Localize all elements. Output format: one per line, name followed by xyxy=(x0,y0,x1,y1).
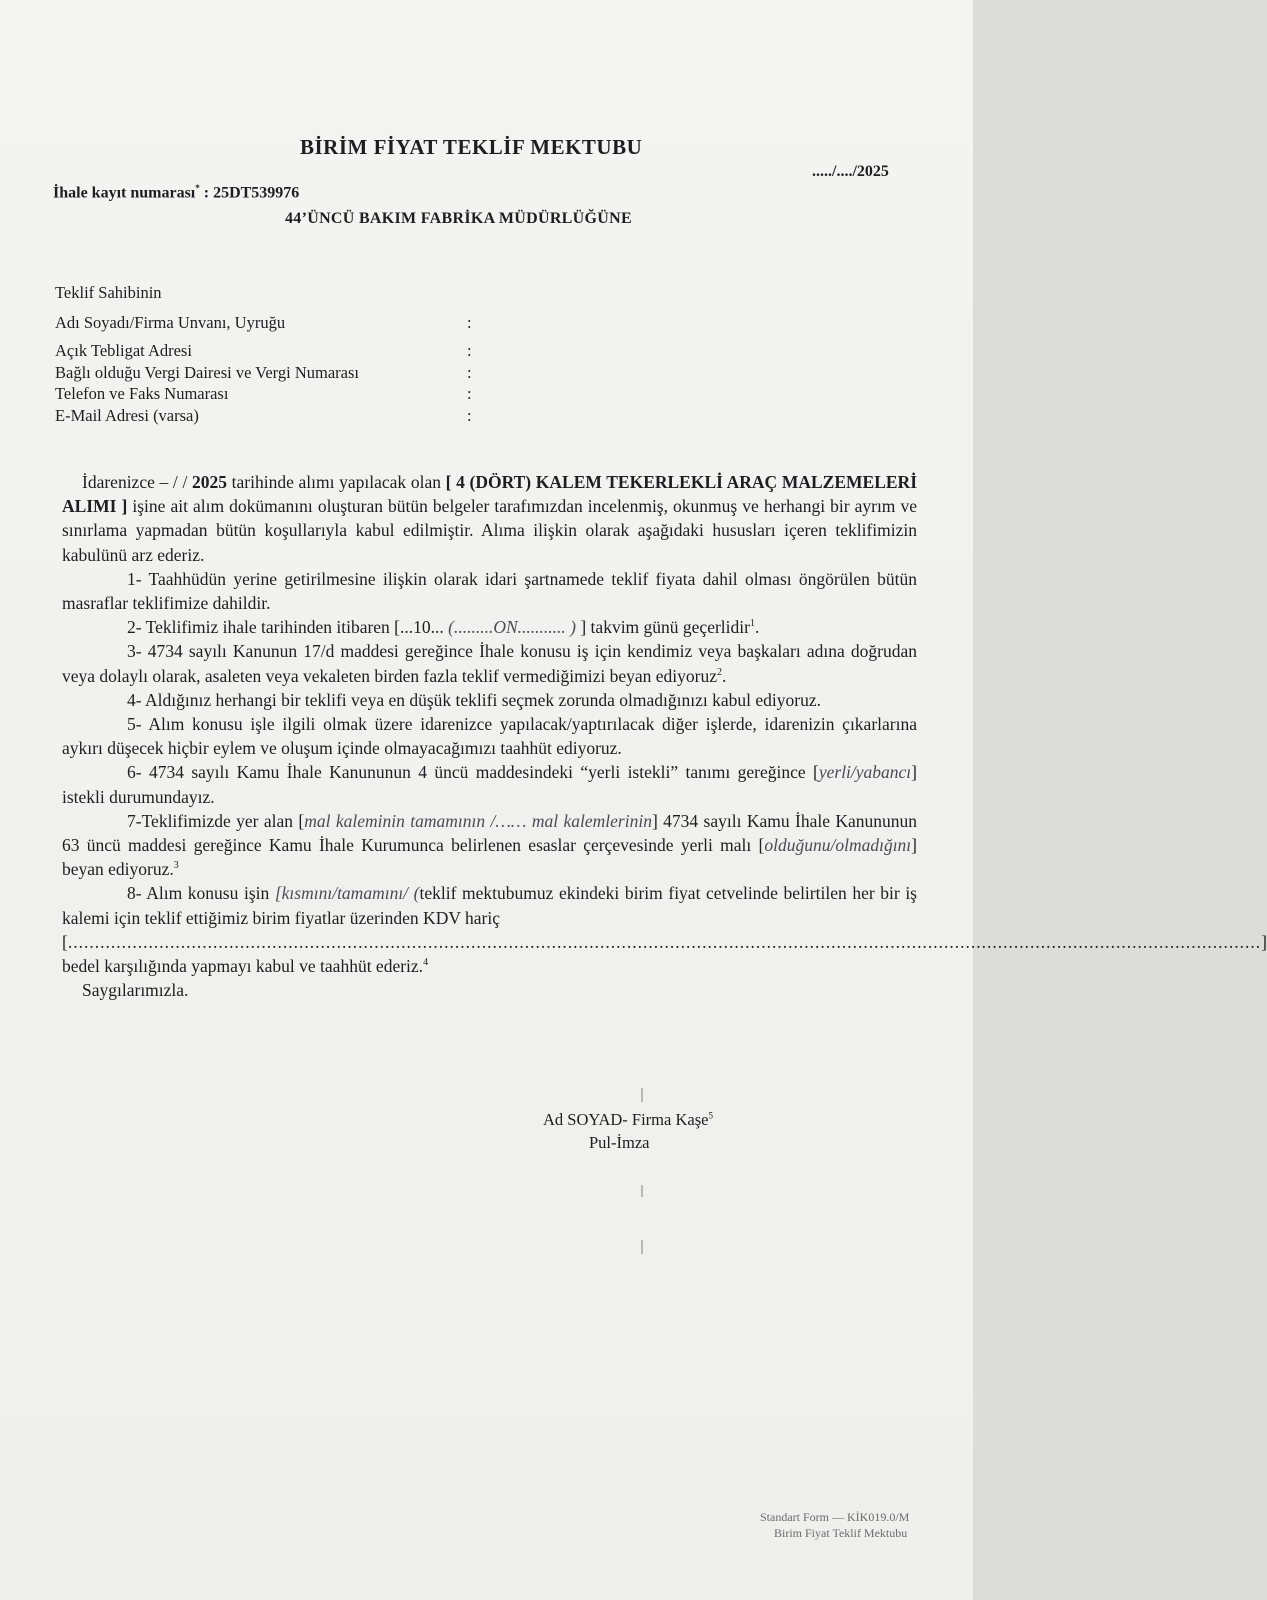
letter-body xyxy=(62,470,1267,1002)
bidder-field-name: Adı Soyadı/Firma Unvanı, Uyruğu xyxy=(55,313,286,332)
bracket-open: [ xyxy=(62,931,68,952)
tender-registration-label: İhale kayıt numarası xyxy=(53,184,196,202)
form-code: Standart Form — KİK019.0/M xyxy=(760,1510,910,1524)
bidder-field-colon: : xyxy=(467,313,472,332)
tender-subject: [ 4 (DÖRT) KALEM TEKERLEKLİ ARAÇ MALZEMELERİ ALIMI ] xyxy=(62,472,918,517)
item-6-text: 6- 4734 sayılı Kamu İhale Kanununun 4 üncü maddesindeki “yerli istekli” tanımı gereğince [ xyxy=(127,762,819,783)
signature-name-text: Ad SOYAD- Firma Kaşe xyxy=(543,1110,709,1129)
validity-days-fill: (.........ON........... ) xyxy=(448,617,576,638)
domestic-fill: olduğunu/olmadığını xyxy=(764,835,912,856)
item-1: 1- Taahhüdün yerine getirilmesine ilişkin olarak idari şartnamede teklif fiyata dahil olması öngörülen bütün masraflar teklifimize dahildir. xyxy=(62,568,917,614)
footnote-marker: 2 xyxy=(717,666,722,678)
form-name: Birim Fiyat Teklif Mektubu xyxy=(774,1526,908,1540)
bidder-field-colon: : xyxy=(467,406,472,425)
scope-fill: [kısmını/tamamını/ ( xyxy=(274,883,420,904)
item-8-end xyxy=(62,954,917,978)
tender-registration xyxy=(53,183,299,202)
items-fill: mal kaleminin tamamının /…… mal kalemlerinin xyxy=(304,810,652,831)
item-2-text: ] takvim günü geçerlidir xyxy=(575,617,750,638)
item-8-text: bedel karşılığında yapmayı kabul ve taahhüt ederiz. xyxy=(62,956,424,977)
footnote-marker: 5 xyxy=(708,1110,713,1121)
amount-dots: .............................................................................................................................................................................................................................. xyxy=(67,931,1262,952)
signature-name xyxy=(543,1110,713,1130)
item-8-text: teklif mektubumuz ekindeki birim fiyat cetvelinde belirtilen her bir iş kalemi için teklif ettiğimiz birim fiyatlar üzerinden KDV hariç xyxy=(62,883,917,928)
footnote-marker: * xyxy=(195,183,200,193)
recipient-department: 44’ÜNCÜ BAKIM FABRİKA MÜDÜRLÜĞÜNE xyxy=(285,210,632,227)
item-8-text: 8- Alım konusu işin xyxy=(127,883,275,904)
document-title: BİRİM FİYAT TEKLİF MEKTUBU xyxy=(300,135,643,159)
footnote-marker: 1 xyxy=(749,618,755,630)
intro-text: tarihinde alımı yapılacak olan xyxy=(226,472,446,492)
scan-mark xyxy=(641,1088,643,1102)
item-5: 5- Alım konusu işle ilgili olmak üzere idarenizce yapılacak/yaptırılacak diğer işlerde, idarenizin çıkarlarına aykırı düşecek hiçbir eylem ve oluşum içinde olmayacağımızı taahhüt ediyoruz. xyxy=(62,714,917,759)
item-7-text: ] beyan ediyoruz. xyxy=(62,835,917,880)
amount-blank-line xyxy=(62,930,1267,954)
bidder-field-colon: : xyxy=(467,341,472,360)
item-8 xyxy=(62,881,917,929)
origin-fill: yerli/yabancı xyxy=(818,762,912,783)
item-7-text: 7-Teklifimizde yer alan [ xyxy=(127,810,305,831)
item-2-text: 2- Teklifimiz ihale tarihinden itibaren [...10... xyxy=(127,617,449,638)
item-4: 4- Aldığınız herhangi bir teklifi veya en düşük teklifi seçmek zorunda olmadığınızı kabul ediyoruz. xyxy=(127,689,821,710)
intro-text: işine ait alım dokümanını oluşturan bütün belgeler tarafımızdan incelenmiş, okunmuş ve herhangi bir ayrım ve sınırlama yapmadan bütün koşullarıyla kabul edilmiştir. Alıma ilişkin olarak aşağıdaki hususları içeren teklifimizin kabulünü arz ederiz. xyxy=(62,496,917,565)
scan-mark xyxy=(641,1240,643,1254)
scan-mark xyxy=(641,1185,643,1197)
bidder-field-colon: : xyxy=(467,363,472,382)
intro-text: İdarenizce – / / xyxy=(82,472,192,492)
tender-registration-value: : 25DT539976 xyxy=(199,184,300,202)
intro-paragraph xyxy=(62,470,917,567)
item-6-text: ] istekli durumundayız. xyxy=(62,762,917,807)
bidder-field-colon: : xyxy=(467,384,472,403)
bidder-field-tax: Bağlı olduğu Vergi Dairesi ve Vergi Numarası xyxy=(55,363,359,382)
document-date: ...../..../2025 xyxy=(812,163,889,180)
item-3-text: 3- 4734 sayılı Kanunun 17/d maddesi gereğince İhale konusu iş için kendimiz veya başkaları adına doğrudan veya dolaylı olarak, asaleten veya vekaleten birden fazla teklif vermediğimizi beyan ediyoruz xyxy=(62,641,917,686)
footnote-marker: 4 xyxy=(423,957,429,969)
item-7 xyxy=(62,809,917,882)
bidder-field-phone: Telefon ve Faks Numarası xyxy=(55,384,229,403)
signature-stamp: Pul-İmza xyxy=(589,1133,650,1152)
item-2: 2- Teklifimiz ihale tarihinden itibaren [...10... (.........ON........... ) ] takvim günü geçerlidir$^1$. xyxy=(127,617,760,638)
bidder-field-address: Açık Tebligat Adresi xyxy=(55,341,192,360)
bracket-close: ] xyxy=(1261,931,1267,952)
intro-year: 2025 xyxy=(191,472,227,492)
item-7-text: ] 4734 sayılı Kamu İhale Kanununun 63 üncü maddesi gereğince Kamu İhale Kurumunca belirlenen esaslar çerçevesinde yerli malı [ xyxy=(62,810,918,856)
footnote-marker: 3 xyxy=(173,860,179,872)
item-6 xyxy=(62,760,917,808)
bidder-field-email: E-Mail Adresi (varsa) xyxy=(55,406,199,425)
closing-text: Saygılarımızla. xyxy=(82,980,189,1001)
item-3: 3- 4734 sayılı Kanunun 17/d maddesi gereğince İhale konusu iş için kendimiz veya başkaları adına doğrudan veya dolaylı olarak, asaleten veya vekaleten birden fazla teklif vermediğimizi beyan ediyoruz$^2$. xyxy=(62,641,917,686)
bidder-heading: Teklif Sahibinin xyxy=(55,283,162,302)
